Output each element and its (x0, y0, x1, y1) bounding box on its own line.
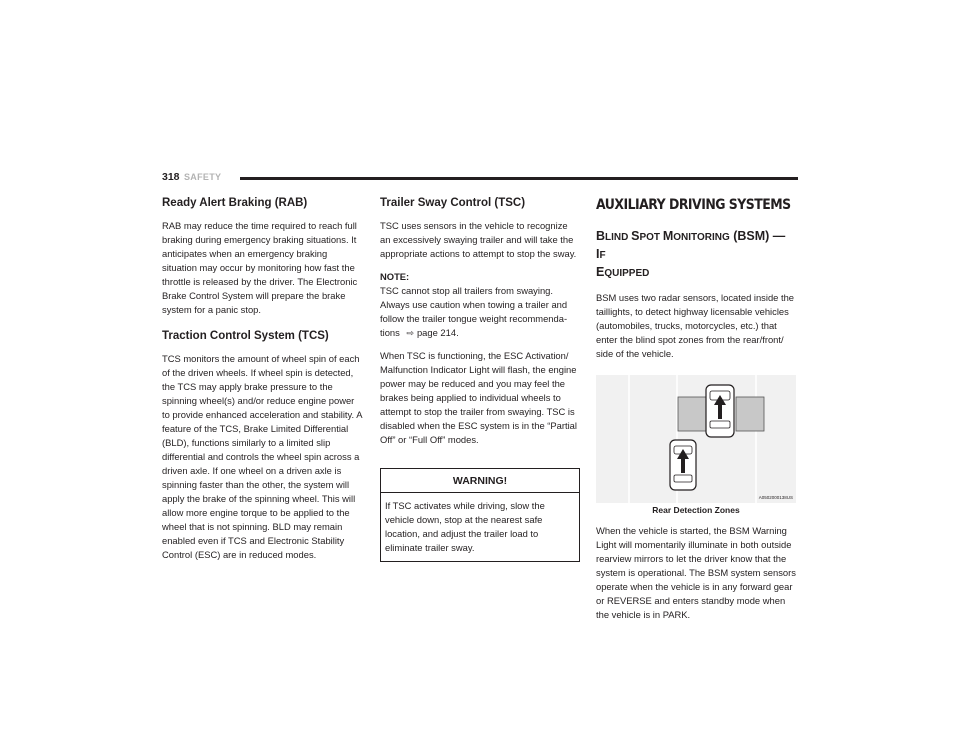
bsm-heading-part: ONITORING (673, 232, 730, 243)
tsc-paragraph: TSC uses sensors in the vehicle to recognize an excessively swaying trailer and will take the appropriate actions to attempt to stop the sway. (380, 220, 577, 259)
note-paragraph (380, 284, 580, 340)
bsm-heading-part: B (596, 229, 606, 243)
column-left (162, 196, 362, 562)
bsm-heading-part: F (599, 250, 606, 261)
bsm-paragraph-2: When the vehicle is started, the BSM Warning Light will momentarily illuminate in both outside rearview mirrors to let the driver know that the system is operational. The BSM system sensors operate when the vehicle is in any forward gear or REVERSE and enters standby mode when the vehicle is in PARK. (596, 525, 796, 620)
rab-paragraph: RAB may reduce the time required to reach full braking during emergency braking situations. It anticipates when an emergency braking situation may occur by monitoring how fast the throttle is released by the driver. The Electronic Brake Control System will prepare the brake system for a panic stop. (162, 220, 358, 315)
left-detection-zone (678, 397, 706, 431)
rear-detection-zones-figure (596, 375, 796, 503)
trailing-vehicle-icon (670, 440, 696, 490)
bsm-heading-part: E (596, 265, 605, 279)
figure-caption: Rear Detection Zones (652, 505, 740, 515)
bsm-heading-part: (BSM) — I (596, 229, 786, 261)
rab-heading: Ready Alert Braking (RAB) (162, 197, 308, 209)
warning-title: WARNING! (381, 469, 579, 493)
warning-text: If TSC activates while driving, slow the vehicle down, stop at the nearest safe location, and adjust the trailer load to eliminate trailer sway. (385, 500, 545, 553)
right-detection-zone (736, 397, 764, 431)
section-title: AUXILIARY DRIVING SYSTEMS (596, 197, 791, 213)
figure-id: A0502000138US (758, 495, 793, 500)
page-ref-arrow-icon: ⇨ (406, 328, 414, 338)
bsm-heading-part: LIND (605, 232, 632, 243)
tsc-heading: Trailer Sway Control (TSC) (380, 197, 526, 209)
bsm-heading-part: QUIPPED (604, 268, 650, 279)
tsc-paragraph-2: When TSC is functioning, the ESC Activation/ Malfunction Indicator Light will flash, the engine power may be reduced and you may feel the brakes being applied to individual wheels to attempt to stop the trailer from swaying. TSC is disabled when the ESC system is in the “Partial Off” or “Full Off” modes. (380, 350, 577, 445)
page-number: 318 (162, 171, 180, 183)
note-label: NOTE: (380, 271, 410, 282)
note-text: TSC cannot stop all trailers from swaying. Always use caution when towing a trailer and follow the trailer tongue weight recommendations (380, 285, 568, 338)
bsm-heading-part: POT (639, 232, 663, 243)
bsm-heading-part: S (631, 229, 640, 243)
host-vehicle-icon (706, 385, 734, 437)
warning-box (380, 468, 580, 562)
rear-detection-diagram (596, 375, 796, 503)
note-page-ref[interactable]: page 214. (416, 327, 459, 338)
bsm-heading-part: M (662, 229, 674, 243)
page-header (162, 171, 798, 187)
column-middle (380, 196, 580, 562)
bsm-heading (596, 228, 796, 282)
header-rule (240, 177, 798, 180)
bsm-paragraph: BSM uses two radar sensors, located inside the taillights, to detect highway licensable vehicles (automobiles, trucks, motorcycles, etc.) that enter the blind spot zones from the rear/front/ side of the vehicle. (596, 292, 795, 359)
tcs-paragraph: TCS monitors the amount of wheel spin of each of the driven wheels. If wheel spin is detected, the TCS may apply brake pressure to the spinning wheel(s) and/or reduce engine power to provide enhanced acceleration and stability. A feature of the TCS, Brake Limited Differential (BLD), functions similarly to a limited slip differential and controls the wheel spin across a driven axle. If one wheel on a driven axle is spinning faster than the other, the system will apply the brake of the spinning wheel. This will allow more engine torque to be applied to the wheel that is not spinning. BLD may remain enabled even if TCS and Electronic Stability Control (ESC) are in reduced modes. (162, 353, 362, 560)
column-right (596, 196, 796, 622)
section-name: SAFETY (184, 171, 222, 182)
note-block (380, 270, 580, 340)
tcs-heading: Traction Control System (TCS) (162, 330, 329, 342)
